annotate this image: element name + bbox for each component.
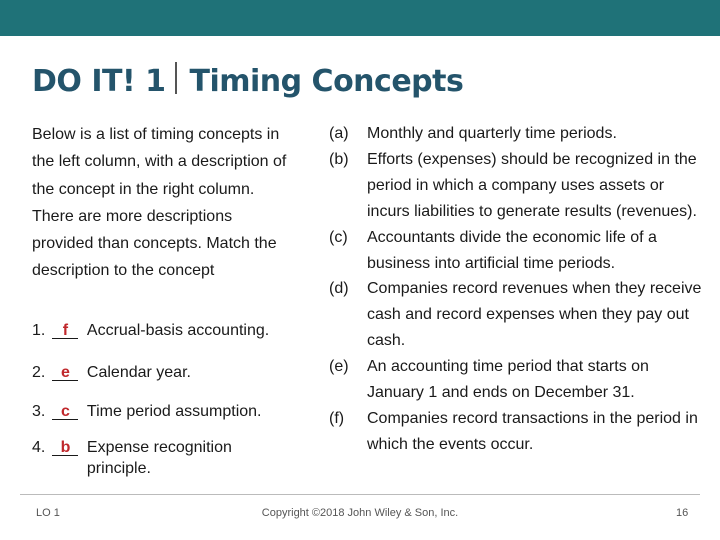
title-sub: Timing Concepts [189,64,464,99]
answer-blank: b [52,441,78,456]
top-banner [0,0,720,36]
question-item [32,437,257,479]
answer-blank: e [52,366,78,381]
definitions-list [329,121,704,458]
question-item [32,401,262,422]
title-divider [175,62,177,94]
definition-letter: (a) [329,125,349,142]
definition-text: Accountants divide the economic life of a business into artificial time periods. [367,228,657,272]
definition-item [329,121,704,147]
footer-divider [20,494,700,495]
definition-item [329,225,704,277]
definition-text: An accounting time period that starts on January 1 and ends on December 31. [367,358,649,402]
instructions-text: Below is a list of timing concepts in the left column, with a description of the concept in the right column. There are more descriptions provided than concepts. Match the description to the concept [32,126,287,280]
learning-objective-label: LO 1 [36,507,60,519]
question-number: 2. [32,364,46,381]
page-title [32,62,463,106]
question-text: Calendar year. [86,364,191,381]
definition-letter: (b) [329,150,349,168]
answer-blank: c [52,405,78,420]
page-number: 16 [676,507,689,519]
definition-letter: (d) [329,280,349,298]
answer-blank: f [52,324,78,339]
title-main: DO IT! 1 [32,64,166,99]
question-item [32,362,191,383]
definition-item [329,147,704,225]
definition-letter: (c) [329,228,348,246]
question-text: Time period assumption. [86,403,262,420]
definition-item [329,276,704,354]
question-number: 4. [32,439,46,456]
question-number: 3. [32,403,46,420]
question-text: Expense recognition principle. [86,439,232,477]
copyright-notice: Copyright ©2018 John Wiley & Son, Inc. [261,507,459,519]
definition-text: Monthly and quarterly time periods. [367,125,617,142]
definition-letter: (e) [329,358,349,376]
definition-item [329,406,704,458]
definition-text: Efforts (expenses) should be recognized in the period in which a company uses assets or incurs liabilities to generate results (revenues). [367,150,697,220]
definition-text: Companies record transactions in the period in which the events occur. [367,409,698,453]
definition-item [329,354,704,406]
question-text: Accrual-basis accounting. [86,322,270,339]
definition-letter: (f) [329,409,345,427]
question-item [32,320,269,341]
question-number: 1. [32,322,46,339]
definition-text: Companies record revenues when they receive cash and record expenses when they pay out cash. [367,280,702,350]
